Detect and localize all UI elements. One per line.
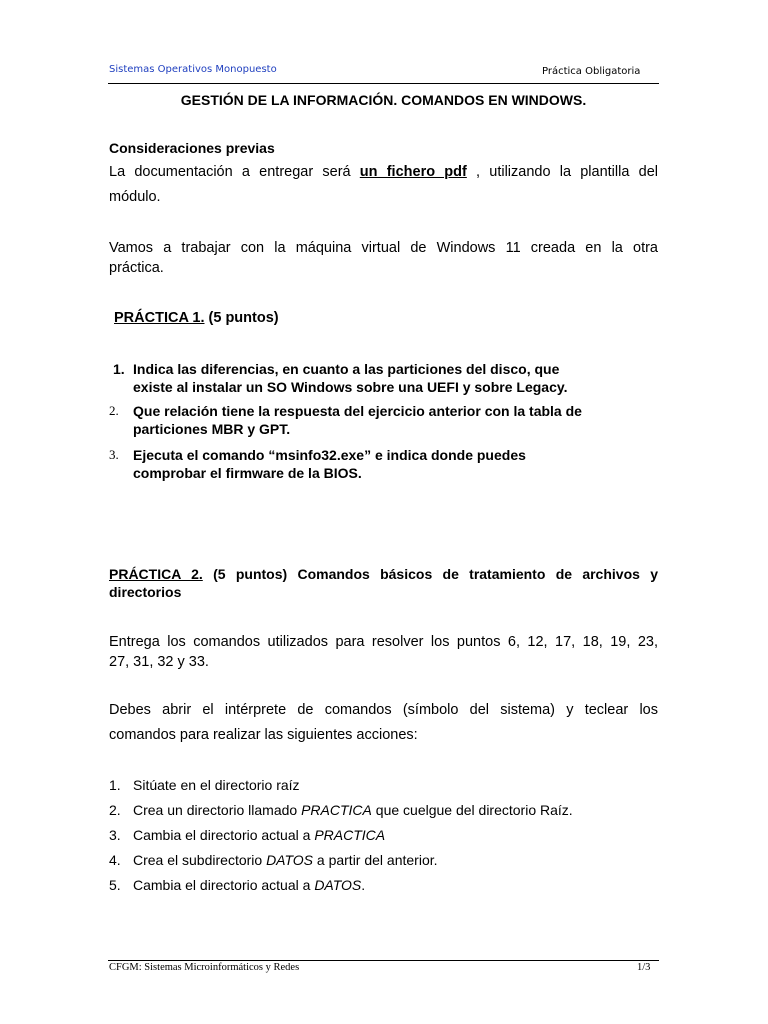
item-line-2: particiones MBR y GPT. bbox=[133, 421, 291, 437]
step-item bbox=[109, 873, 658, 898]
steps-list bbox=[109, 773, 658, 898]
footer-program: CFGM: Sistemas Microinformáticos y Redes bbox=[109, 962, 300, 973]
step-item bbox=[109, 773, 658, 798]
step-text: Cambia el directorio actual a bbox=[133, 827, 315, 843]
entrega-paragraph bbox=[109, 632, 658, 672]
step-number: 3. bbox=[109, 827, 121, 843]
step-number: 2. bbox=[109, 802, 121, 818]
step-number: 5. bbox=[109, 877, 121, 893]
consideraciones-paragraph-1 bbox=[109, 160, 658, 210]
item-line-1: Ejecuta el comando “msinfo32.exe” e indica donde puedes bbox=[133, 447, 526, 463]
step-text: Crea un directorio llamado bbox=[133, 802, 302, 818]
vm-line-1: Vamos a trabajar con la máquina virtual de Windows 11 creada en la otra bbox=[109, 240, 658, 256]
footer-page-number: 1/3 bbox=[637, 962, 651, 973]
practica-1-label: PRÁCTICA 1. bbox=[114, 310, 205, 326]
practica-1-item-3 bbox=[109, 446, 658, 482]
step-number: 4. bbox=[109, 852, 121, 868]
practica-1-item-2 bbox=[109, 402, 658, 438]
practica-2-heading-line-2: directorios bbox=[109, 584, 182, 600]
practica-1-item-1 bbox=[113, 360, 658, 396]
item-line-1: Indica las diferencias, en cuanto a las particiones del disco, que bbox=[133, 361, 560, 377]
vm-line-2: práctica. bbox=[109, 260, 164, 276]
practica-2-heading-rest: (5 puntos) Comandos básicos de tratamiento de archivos y bbox=[202, 566, 658, 582]
consideraciones-heading: Consideraciones previas bbox=[109, 140, 275, 156]
practica-2-label: PRÁCTICA 2. bbox=[109, 566, 203, 582]
item-line-2: comprobar el firmware de la BIOS. bbox=[133, 465, 362, 481]
step-italic: DATOS bbox=[266, 852, 313, 868]
step-text-post: a partir del anterior. bbox=[313, 852, 438, 868]
item-number: 3. bbox=[109, 447, 119, 462]
abrir-paragraph bbox=[109, 698, 658, 748]
abrir-line-2: comandos para realizar las siguientes acciones: bbox=[109, 727, 418, 743]
step-italic: PRACTICA bbox=[314, 827, 386, 843]
header-course-name: Sistemas Operativos Monopuesto bbox=[109, 64, 277, 75]
practica-1-points: (5 puntos) bbox=[204, 310, 279, 326]
document-title: GESTIÓN DE LA INFORMACIÓN. COMANDOS EN WINDOWS. bbox=[180, 92, 587, 108]
item-line-2: existe al instalar un SO Windows sobre una UEFI y sobre Legacy. bbox=[133, 379, 568, 395]
practica-2-heading bbox=[109, 565, 658, 601]
practica-2-heading-line-1 bbox=[109, 565, 658, 583]
step-text: Cambia el directorio actual a bbox=[133, 877, 315, 893]
item-line-1: Que relación tiene la respuesta del ejercicio anterior con la tabla de bbox=[133, 403, 582, 419]
step-item bbox=[109, 823, 658, 848]
item-number: 1. bbox=[113, 361, 125, 377]
step-text-post: . bbox=[361, 877, 366, 893]
p1-post: , utilizando la plantilla del bbox=[466, 164, 658, 180]
p1-link: un fichero pdf bbox=[359, 164, 467, 180]
step-text: Crea el subdirectorio bbox=[133, 852, 267, 868]
consideraciones-paragraph-2 bbox=[109, 238, 658, 278]
abrir-line-1: Debes abrir el intérprete de comandos (símbolo del sistema) y teclear los bbox=[109, 702, 658, 718]
step-item bbox=[109, 798, 658, 823]
header-rule bbox=[108, 83, 659, 84]
consideraciones-line-2: módulo. bbox=[109, 189, 161, 205]
p1-pre: La documentación a entregar será bbox=[109, 164, 360, 180]
item-number: 2. bbox=[109, 403, 119, 418]
step-number: 1. bbox=[109, 777, 121, 793]
footer-rule bbox=[108, 960, 659, 961]
header-practice-type: Práctica Obligatoria bbox=[542, 66, 641, 77]
entrega-line-2: 27, 31, 32 y 33. bbox=[109, 654, 209, 670]
practica-1-heading bbox=[114, 310, 279, 326]
step-item bbox=[109, 848, 658, 873]
step-text-post: que cuelgue del directorio Raíz. bbox=[371, 802, 573, 818]
consideraciones-line-1 bbox=[109, 160, 658, 185]
step-italic: PRACTICA bbox=[301, 802, 372, 818]
entrega-line-1: Entrega los comandos utilizados para resolver los puntos 6, 12, 17, 18, 19, 23, bbox=[109, 634, 658, 650]
step-italic: DATOS bbox=[314, 877, 362, 893]
step-text: Sitúate en el directorio raíz bbox=[133, 777, 300, 793]
